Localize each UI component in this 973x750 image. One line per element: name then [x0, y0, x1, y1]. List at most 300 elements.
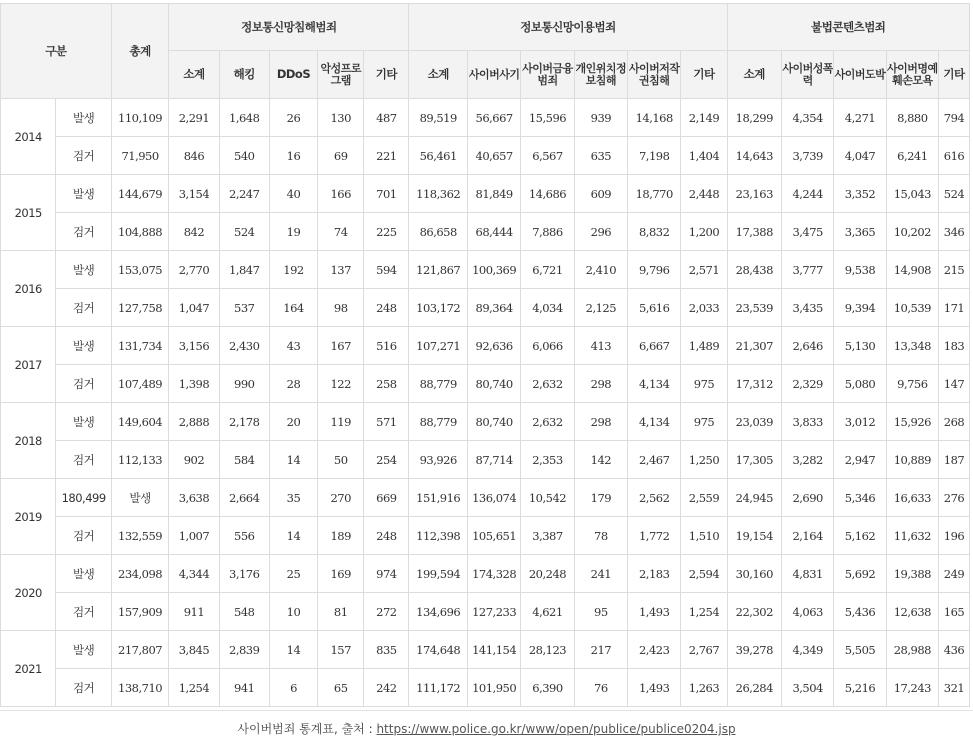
- value-cell: 2,770: [169, 251, 219, 289]
- value-cell: 80,740: [467, 365, 520, 403]
- table-row: [1, 327, 970, 365]
- kind-cell: 발생: [56, 99, 111, 137]
- value-cell: 101,950: [467, 669, 520, 707]
- value-cell: 2,594: [681, 555, 727, 593]
- total-cell: 131,734: [111, 327, 168, 365]
- value-cell: 6,241: [886, 137, 938, 175]
- value-cell: 20: [269, 403, 317, 441]
- year-cell: 2014: [1, 99, 56, 175]
- value-cell: 95: [574, 593, 627, 631]
- kind-cell: 발생: [56, 327, 111, 365]
- value-cell: 974: [364, 555, 409, 593]
- kind-cell: 발생: [56, 175, 111, 213]
- value-cell: 196: [939, 517, 970, 555]
- value-cell: 23,039: [727, 403, 781, 441]
- value-cell: 2,448: [681, 175, 727, 213]
- kind-cell: 발생: [56, 403, 111, 441]
- value-cell: 701: [364, 175, 409, 213]
- value-cell: 3,833: [781, 403, 833, 441]
- value-cell: 16,633: [886, 479, 938, 517]
- year-cell: 2015: [1, 175, 56, 251]
- value-cell: 1,648: [219, 99, 269, 137]
- value-cell: 19: [269, 213, 317, 251]
- value-cell: 199,594: [409, 555, 468, 593]
- value-cell: 5,692: [834, 555, 886, 593]
- value-cell: 1,510: [681, 517, 727, 555]
- value-cell: 2,839: [219, 631, 269, 669]
- value-cell: 18,299: [727, 99, 781, 137]
- value-cell: 1,007: [169, 517, 219, 555]
- table-row: [1, 213, 970, 251]
- value-cell: 1,493: [628, 669, 681, 707]
- value-cell: 524: [939, 175, 970, 213]
- value-cell: 11,632: [886, 517, 938, 555]
- value-cell: 2,164: [781, 517, 833, 555]
- value-cell: 142: [574, 441, 627, 479]
- table-row: [1, 669, 970, 707]
- year-cell: 2016: [1, 251, 56, 327]
- value-cell: 136,074: [467, 479, 520, 517]
- total-cell: 217,807: [111, 631, 168, 669]
- value-cell: 105,651: [467, 517, 520, 555]
- value-cell: 571: [364, 403, 409, 441]
- value-cell: 2,690: [781, 479, 833, 517]
- value-cell: 98: [318, 289, 364, 327]
- header-category: 정보통신망이용범죄: [409, 4, 727, 51]
- kind-cell: 검거: [56, 289, 111, 327]
- value-cell: 111,172: [409, 669, 468, 707]
- value-cell: 537: [219, 289, 269, 327]
- year-cell: 2021: [1, 631, 56, 707]
- value-cell: 2,646: [781, 327, 833, 365]
- table-row: [1, 441, 970, 479]
- value-cell: 121,867: [409, 251, 468, 289]
- value-cell: 7,198: [628, 137, 681, 175]
- kind-cell: 검거: [56, 593, 111, 631]
- kind-cell: 180,499: [56, 479, 111, 517]
- value-cell: 183: [939, 327, 970, 365]
- year-cell: 2017: [1, 327, 56, 403]
- header-category: 불법콘텐츠범죄: [727, 4, 969, 51]
- table-row: [1, 593, 970, 631]
- value-cell: 26,284: [727, 669, 781, 707]
- value-cell: 14: [269, 517, 317, 555]
- value-cell: 4,034: [521, 289, 574, 327]
- kind-cell: 검거: [56, 213, 111, 251]
- value-cell: 911: [169, 593, 219, 631]
- value-cell: 30,160: [727, 555, 781, 593]
- value-cell: 14,908: [886, 251, 938, 289]
- value-cell: 127,233: [467, 593, 520, 631]
- value-cell: 2,329: [781, 365, 833, 403]
- value-cell: 12,638: [886, 593, 938, 631]
- value-cell: 10: [269, 593, 317, 631]
- value-cell: 1,263: [681, 669, 727, 707]
- value-cell: 19,388: [886, 555, 938, 593]
- value-cell: 9,796: [628, 251, 681, 289]
- value-cell: 8,880: [886, 99, 938, 137]
- kind-cell: 검거: [56, 669, 111, 707]
- value-cell: 217: [574, 631, 627, 669]
- value-cell: 242: [364, 669, 409, 707]
- total-cell: 107,489: [111, 365, 168, 403]
- value-cell: 975: [681, 403, 727, 441]
- value-cell: 6,667: [628, 327, 681, 365]
- value-cell: 258: [364, 365, 409, 403]
- value-cell: 112,398: [409, 517, 468, 555]
- value-cell: 119: [318, 403, 364, 441]
- value-cell: 4,344: [169, 555, 219, 593]
- value-cell: 1,047: [169, 289, 219, 327]
- value-cell: 5,346: [834, 479, 886, 517]
- value-cell: 1,489: [681, 327, 727, 365]
- value-cell: 6: [269, 669, 317, 707]
- table-row: [1, 137, 970, 175]
- value-cell: 3,156: [169, 327, 219, 365]
- value-cell: 87,714: [467, 441, 520, 479]
- total-cell: 112,133: [111, 441, 168, 479]
- value-cell: 6,567: [521, 137, 574, 175]
- value-cell: 134,696: [409, 593, 468, 631]
- value-cell: 2,183: [628, 555, 681, 593]
- value-cell: 540: [219, 137, 269, 175]
- value-cell: 2,632: [521, 403, 574, 441]
- source-caption: [0, 720, 973, 737]
- value-cell: 10,889: [886, 441, 938, 479]
- header-sub: 사이버명예훼손모욕: [886, 51, 938, 99]
- value-cell: 6,066: [521, 327, 574, 365]
- value-cell: 14: [269, 631, 317, 669]
- value-cell: 26: [269, 99, 317, 137]
- table-row: [1, 631, 970, 669]
- value-cell: 2,559: [681, 479, 727, 517]
- header-sub: 사이버성폭력: [781, 51, 833, 99]
- value-cell: 92,636: [467, 327, 520, 365]
- value-cell: 2,664: [219, 479, 269, 517]
- header-sub: 개인위치정보침해: [574, 51, 627, 99]
- value-cell: 990: [219, 365, 269, 403]
- value-cell: 56,667: [467, 99, 520, 137]
- value-cell: 902: [169, 441, 219, 479]
- value-cell: 9,538: [834, 251, 886, 289]
- value-cell: 167: [318, 327, 364, 365]
- value-cell: 669: [364, 479, 409, 517]
- value-cell: 1,404: [681, 137, 727, 175]
- total-cell: 153,075: [111, 251, 168, 289]
- value-cell: 25: [269, 555, 317, 593]
- total-cell: 104,888: [111, 213, 168, 251]
- kind-cell: 검거: [56, 137, 111, 175]
- table-row: [1, 555, 970, 593]
- value-cell: 248: [364, 517, 409, 555]
- value-cell: 4,271: [834, 99, 886, 137]
- value-cell: 296: [574, 213, 627, 251]
- header-sub: 사이버사기: [467, 51, 520, 99]
- value-cell: 2,423: [628, 631, 681, 669]
- value-cell: 1,847: [219, 251, 269, 289]
- cybercrime-stats-table: [0, 3, 970, 707]
- value-cell: 118,362: [409, 175, 468, 213]
- value-cell: 2,247: [219, 175, 269, 213]
- value-cell: 171: [939, 289, 970, 327]
- table-row: [1, 365, 970, 403]
- total-cell: 234,098: [111, 555, 168, 593]
- header-sub: 사이버도박: [834, 51, 886, 99]
- value-cell: 3,475: [781, 213, 833, 251]
- value-cell: 3,365: [834, 213, 886, 251]
- header-total: 총계: [111, 4, 168, 99]
- value-cell: 346: [939, 213, 970, 251]
- value-cell: 50: [318, 441, 364, 479]
- value-cell: 23,163: [727, 175, 781, 213]
- value-cell: 4,831: [781, 555, 833, 593]
- value-cell: 1,772: [628, 517, 681, 555]
- value-cell: 2,767: [681, 631, 727, 669]
- total-cell: 157,909: [111, 593, 168, 631]
- value-cell: 147: [939, 365, 970, 403]
- kind-cell: 검거: [56, 517, 111, 555]
- table-row: [1, 175, 970, 213]
- value-cell: 321: [939, 669, 970, 707]
- value-cell: 2,467: [628, 441, 681, 479]
- value-cell: 249: [939, 555, 970, 593]
- value-cell: 2,430: [219, 327, 269, 365]
- value-cell: 268: [939, 403, 970, 441]
- value-cell: 635: [574, 137, 627, 175]
- value-cell: 298: [574, 365, 627, 403]
- value-cell: 241: [574, 555, 627, 593]
- value-cell: 1,250: [681, 441, 727, 479]
- header-sub: 사이버저작권침해: [628, 51, 681, 99]
- header-sub: 사이버금융범죄: [521, 51, 574, 99]
- value-cell: 40,657: [467, 137, 520, 175]
- value-cell: 5,216: [834, 669, 886, 707]
- value-cell: 24,945: [727, 479, 781, 517]
- value-cell: 6,721: [521, 251, 574, 289]
- value-cell: 21,307: [727, 327, 781, 365]
- value-cell: 2,562: [628, 479, 681, 517]
- value-cell: 225: [364, 213, 409, 251]
- value-cell: 3,435: [781, 289, 833, 327]
- value-cell: 3,012: [834, 403, 886, 441]
- value-cell: 248: [364, 289, 409, 327]
- value-cell: 28,123: [521, 631, 574, 669]
- value-cell: 3,352: [834, 175, 886, 213]
- value-cell: 10,542: [521, 479, 574, 517]
- value-cell: 14,168: [628, 99, 681, 137]
- total-cell: 144,679: [111, 175, 168, 213]
- divider: [0, 710, 973, 711]
- value-cell: 4,134: [628, 365, 681, 403]
- value-cell: 3,387: [521, 517, 574, 555]
- value-cell: 23,539: [727, 289, 781, 327]
- source-link[interactable]: https://www.police.go.kr/www/open/publice/publice0204.jsp: [376, 722, 736, 736]
- value-cell: 86,658: [409, 213, 468, 251]
- value-cell: 187: [939, 441, 970, 479]
- total-cell: 132,559: [111, 517, 168, 555]
- table-row: [1, 517, 970, 555]
- value-cell: 272: [364, 593, 409, 631]
- value-cell: 14: [269, 441, 317, 479]
- value-cell: 9,394: [834, 289, 886, 327]
- value-cell: 137: [318, 251, 364, 289]
- value-cell: 487: [364, 99, 409, 137]
- value-cell: 524: [219, 213, 269, 251]
- value-cell: 17,305: [727, 441, 781, 479]
- value-cell: 89,519: [409, 99, 468, 137]
- value-cell: 192: [269, 251, 317, 289]
- value-cell: 9,756: [886, 365, 938, 403]
- kind-cell: 발생: [56, 251, 111, 289]
- value-cell: 4,134: [628, 403, 681, 441]
- value-cell: 151,916: [409, 479, 468, 517]
- value-cell: 39,278: [727, 631, 781, 669]
- value-cell: 169: [318, 555, 364, 593]
- value-cell: 4,621: [521, 593, 574, 631]
- year-cell: 2019: [1, 479, 56, 555]
- value-cell: 5,436: [834, 593, 886, 631]
- value-cell: 65: [318, 669, 364, 707]
- header-sub: 소계: [727, 51, 781, 99]
- value-cell: 157: [318, 631, 364, 669]
- header-sub: 기타: [681, 51, 727, 99]
- value-cell: 3,282: [781, 441, 833, 479]
- value-cell: 298: [574, 403, 627, 441]
- total-cell: 149,604: [111, 403, 168, 441]
- value-cell: 4,354: [781, 99, 833, 137]
- total-cell: 138,710: [111, 669, 168, 707]
- value-cell: 2,033: [681, 289, 727, 327]
- value-cell: 107,271: [409, 327, 468, 365]
- value-cell: 13,348: [886, 327, 938, 365]
- header-sub: 악성프로그램: [318, 51, 364, 99]
- value-cell: 5,616: [628, 289, 681, 327]
- value-cell: 80,740: [467, 403, 520, 441]
- value-cell: 548: [219, 593, 269, 631]
- value-cell: 616: [939, 137, 970, 175]
- value-cell: 939: [574, 99, 627, 137]
- header-sub: 기타: [939, 51, 970, 99]
- header-category: 정보통신망침해범죄: [169, 4, 409, 51]
- value-cell: 20,248: [521, 555, 574, 593]
- value-cell: 68,444: [467, 213, 520, 251]
- total-cell: 발생: [111, 479, 168, 517]
- value-cell: 15,926: [886, 403, 938, 441]
- value-cell: 3,845: [169, 631, 219, 669]
- value-cell: 81,849: [467, 175, 520, 213]
- value-cell: 3,777: [781, 251, 833, 289]
- value-cell: 1,398: [169, 365, 219, 403]
- value-cell: 56,461: [409, 137, 468, 175]
- value-cell: 93,926: [409, 441, 468, 479]
- value-cell: 2,571: [681, 251, 727, 289]
- value-cell: 19,154: [727, 517, 781, 555]
- value-cell: 2,410: [574, 251, 627, 289]
- value-cell: 5,505: [834, 631, 886, 669]
- value-cell: 100,369: [467, 251, 520, 289]
- kind-cell: 검거: [56, 441, 111, 479]
- value-cell: 1,254: [169, 669, 219, 707]
- value-cell: 516: [364, 327, 409, 365]
- value-cell: 270: [318, 479, 364, 517]
- value-cell: 3,176: [219, 555, 269, 593]
- value-cell: 76: [574, 669, 627, 707]
- value-cell: 2,632: [521, 365, 574, 403]
- value-cell: 5,080: [834, 365, 886, 403]
- kind-cell: 발생: [56, 631, 111, 669]
- header-sub: 소계: [169, 51, 219, 99]
- value-cell: 166: [318, 175, 364, 213]
- value-cell: 3,504: [781, 669, 833, 707]
- header-group: 구분: [1, 4, 112, 99]
- value-cell: 842: [169, 213, 219, 251]
- value-cell: 276: [939, 479, 970, 517]
- value-cell: 78: [574, 517, 627, 555]
- value-cell: 174,648: [409, 631, 468, 669]
- value-cell: 6,390: [521, 669, 574, 707]
- value-cell: 14,686: [521, 175, 574, 213]
- header-sub: 해킹: [219, 51, 269, 99]
- value-cell: 174,328: [467, 555, 520, 593]
- caption-text: 사이버범죄 통계표, 출처 :: [237, 722, 377, 736]
- value-cell: 215: [939, 251, 970, 289]
- value-cell: 103,172: [409, 289, 468, 327]
- value-cell: 16: [269, 137, 317, 175]
- value-cell: 2,178: [219, 403, 269, 441]
- table-row: [1, 99, 970, 137]
- value-cell: 2,291: [169, 99, 219, 137]
- value-cell: 141,154: [467, 631, 520, 669]
- value-cell: 179: [574, 479, 627, 517]
- value-cell: 15,043: [886, 175, 938, 213]
- value-cell: 17,243: [886, 669, 938, 707]
- value-cell: 5,162: [834, 517, 886, 555]
- value-cell: 81: [318, 593, 364, 631]
- header-sub: 기타: [364, 51, 409, 99]
- value-cell: 221: [364, 137, 409, 175]
- value-cell: 28,988: [886, 631, 938, 669]
- value-cell: 15,596: [521, 99, 574, 137]
- value-cell: 40: [269, 175, 317, 213]
- value-cell: 22,302: [727, 593, 781, 631]
- value-cell: 4,349: [781, 631, 833, 669]
- kind-cell: 검거: [56, 365, 111, 403]
- value-cell: 189: [318, 517, 364, 555]
- value-cell: 594: [364, 251, 409, 289]
- value-cell: 4,047: [834, 137, 886, 175]
- value-cell: 1,254: [681, 593, 727, 631]
- table-row: [1, 289, 970, 327]
- value-cell: 2,125: [574, 289, 627, 327]
- value-cell: 2,888: [169, 403, 219, 441]
- value-cell: 28: [269, 365, 317, 403]
- value-cell: 835: [364, 631, 409, 669]
- table-row: [1, 251, 970, 289]
- year-cell: 2018: [1, 403, 56, 479]
- value-cell: 88,779: [409, 365, 468, 403]
- table-row: [1, 403, 970, 441]
- value-cell: 8,832: [628, 213, 681, 251]
- value-cell: 3,638: [169, 479, 219, 517]
- kind-cell: 발생: [56, 555, 111, 593]
- value-cell: 130: [318, 99, 364, 137]
- total-cell: 71,950: [111, 137, 168, 175]
- value-cell: 74: [318, 213, 364, 251]
- value-cell: 5,130: [834, 327, 886, 365]
- value-cell: 89,364: [467, 289, 520, 327]
- value-cell: 7,886: [521, 213, 574, 251]
- value-cell: 254: [364, 441, 409, 479]
